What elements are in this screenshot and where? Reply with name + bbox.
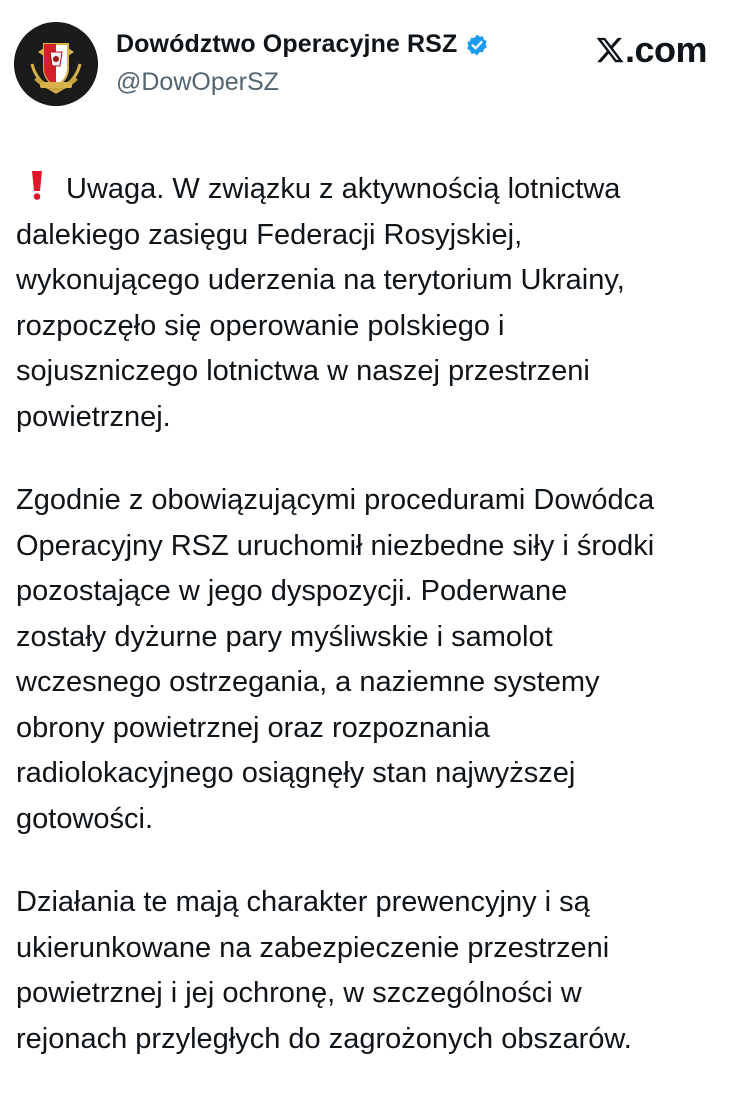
post-line: Zgodnie z obowiązującymi procedurami Dowódca: [16, 484, 655, 516]
post-line: Operacyjny RSZ uruchomił niezbedne siły i środki: [16, 529, 655, 562]
post-paragraph: [16, 880, 736, 1062]
x-brand: [595, 28, 707, 72]
avatar[interactable]: [14, 22, 98, 106]
post-paragraph: [16, 167, 736, 440]
post-body: [16, 167, 736, 1100]
x-logo-icon: [595, 35, 625, 65]
post-line: rozpoczęło się operowanie polskiego i: [16, 309, 505, 342]
post-line: [16, 167, 736, 213]
display-name[interactable]: Dowództwo Operacyjne RSZ: [116, 30, 458, 58]
post-paragraph: [16, 478, 736, 842]
post-header: [0, 0, 745, 120]
post-line-text: Uwaga. W związku z aktywnością lotnictwa: [66, 173, 621, 205]
post-line: zostały dyżurne pary myśliwskie i samolot: [16, 620, 553, 653]
military-crest-icon: [14, 22, 98, 106]
post-line: wykonującego uderzenia na terytorium Ukrainy,: [16, 264, 625, 296]
post-line: wczesnego ostrzegania, a naziemne systemy: [16, 666, 600, 698]
brand-domain-text: .com: [624, 29, 707, 70]
verified-badge-icon[interactable]: [465, 33, 489, 57]
post-line: rejonach przyległych do zagrożonych obszarów.: [16, 1022, 632, 1055]
post-line: powietrznej i jej ochronę, w szczególności w: [16, 977, 582, 1009]
post-line: ukierunkowane na zabezpieczenie przestrzeni: [16, 931, 610, 964]
post-line: radiolokacyjnego osiągnęły stan najwyższej: [16, 757, 576, 789]
post-line: dalekiego zasięgu Federacji Rosyjskiej,: [16, 218, 523, 251]
red-exclamation-icon: [30, 170, 44, 200]
post-line: Działania te mają charakter prewencyjny i są: [16, 886, 590, 918]
post-line: obrony powietrznej oraz rozpoznania: [16, 711, 490, 744]
post-line: gotowości.: [16, 802, 154, 835]
post-line: powietrznej.: [16, 400, 171, 433]
name-row: [116, 30, 489, 59]
post-line: sojuszniczego lotnictwa w naszej przestrzeni: [16, 355, 590, 387]
post-line: pozostające w jego dyspozycji. Poderwane: [16, 575, 568, 607]
account-handle[interactable]: @DowOperSZ: [116, 68, 279, 96]
